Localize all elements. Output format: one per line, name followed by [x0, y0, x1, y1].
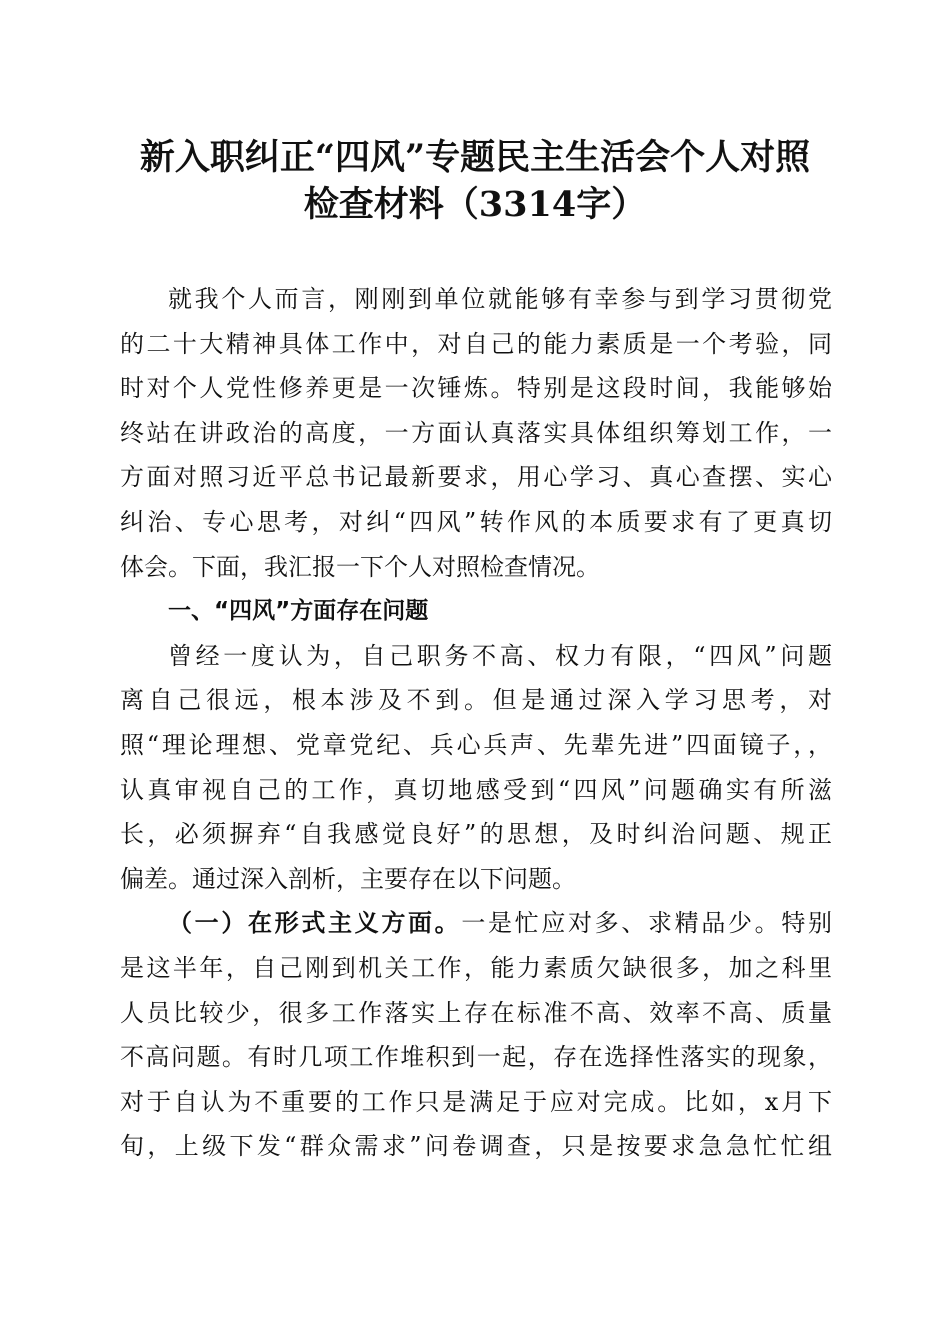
- paragraph-line: 离自己很远，根本涉及不到。但是通过深入学习思考，对: [120, 686, 832, 715]
- paragraph-line: 就我个人而言，刚刚到单位就能够有幸参与到学习贯彻党: [168, 285, 832, 313]
- document-body: [120, 277, 832, 1169]
- paragraph-line: 方面对照习近平总书记最新要求，用心学习、真心查摆、实心: [120, 463, 832, 492]
- paragraph-line: 时对个人党性修养更是一次锤炼。特别是这段时间，我能够始: [120, 374, 832, 403]
- intro-paragraph: [120, 277, 832, 589]
- paragraph-line: 照“理论理想、党章党纪、兵心兵声、先辈先进”四面镜子，，: [120, 730, 832, 759]
- paragraph-line: 是这半年，自己刚到机关工作，能力素质欠缺很多，加之科里: [120, 953, 832, 982]
- paragraph-line: 纠治、专心思考，对纠“四风”转作风的本质要求有了更真切: [120, 507, 832, 536]
- subsection1-paragraph: [120, 901, 832, 1169]
- paragraph-line: 对于自认为不重要的工作只是满足于应对完成。比如，x月下: [120, 1087, 832, 1116]
- subsection-lead: （一）在形式主义方面。: [168, 908, 462, 938]
- paragraph-line: 终站在讲政治的高度，一方面认真落实具体组织筹划工作，一: [120, 418, 832, 447]
- paragraph-line: 偏差。通过深入剖析，主要存在以下问题。: [120, 864, 576, 893]
- paragraph-line: [120, 901, 832, 946]
- paragraph-line: 人员比较少，很多工作落实上存在标准不高、效率不高、质量: [120, 998, 832, 1027]
- title-line-1: 新入职纠正“四风”专题民主生活会个人对照: [139, 137, 811, 178]
- paragraph-line: 曾经一度认为，自己职务不高、权力有限，“四风”问题: [168, 641, 832, 670]
- paragraph-line: 认真审视自己的工作，真切地感受到“四风”问题确实有所滋: [120, 775, 832, 804]
- document-title: [110, 134, 840, 228]
- paragraph-line: 不高问题。有时几项工作堆积到一起，存在选择性落实的现象，: [120, 1043, 832, 1072]
- section1-paragraph: [120, 634, 832, 902]
- paragraph-line: 的二十大精神具体工作中，对自己的能力素质是一个考验，同: [120, 329, 832, 358]
- section-heading: 一、“四风”方面存在问题: [168, 598, 429, 625]
- title-line-2: 检查材料（3314字）: [303, 184, 647, 225]
- paragraph-line: 体会。下面，我汇报一下个人对照检查情况。: [120, 552, 600, 581]
- paragraph-line: 长，必须摒弃“自我感觉良好”的思想，及时纠治问题、规正: [120, 820, 832, 849]
- paragraph-line: 旬，上级下发“群众需求”问卷调查，只是按要求急急忙忙组: [120, 1132, 832, 1161]
- subsection-lead-rest: 一是忙应对多、求精品少。特别: [461, 909, 833, 938]
